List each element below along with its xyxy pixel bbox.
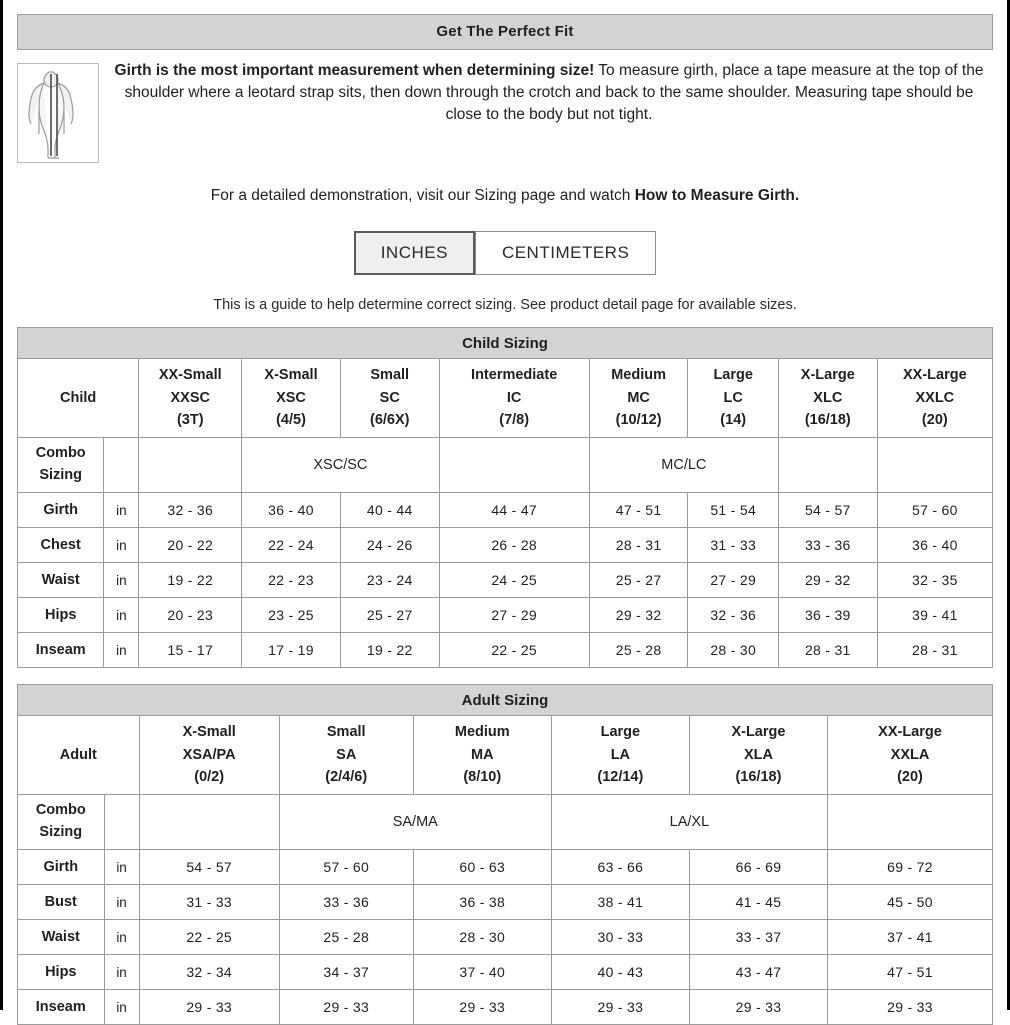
- cell: 25 - 27: [340, 598, 439, 633]
- cell: 38 - 41: [551, 885, 689, 920]
- cell: 25 - 27: [589, 563, 688, 598]
- adult-row-label-bust: Bust: [18, 885, 105, 920]
- cell: 45 - 50: [828, 885, 993, 920]
- child-row-label-hips: Hips: [18, 598, 104, 633]
- child-col-header-xlc: [778, 359, 877, 438]
- child-combo-mc-lc: MC/LC: [589, 438, 778, 493]
- cell: 28 - 31: [589, 528, 688, 563]
- adult-row-unit-waist: in: [104, 920, 139, 955]
- col-name: X-Large: [731, 724, 786, 741]
- col-code: XXLC: [915, 389, 955, 406]
- cell: 43 - 47: [689, 955, 827, 990]
- col-name: Large: [713, 367, 753, 384]
- cell: 29 - 33: [413, 990, 551, 1025]
- cell: 19 - 22: [139, 563, 242, 598]
- cell: 20 - 22: [139, 528, 242, 563]
- col-name: X-Small: [182, 724, 236, 741]
- table-row: [18, 990, 993, 1025]
- col-age: (14): [720, 412, 747, 429]
- cell: 33 - 37: [689, 920, 827, 955]
- child-col-header-lc: [688, 359, 778, 438]
- leotard-girth-diagram-icon: [17, 63, 99, 163]
- table-row: [18, 598, 993, 633]
- adult-row-label-inseam: Inseam: [18, 990, 105, 1025]
- child-row-unit-inseam: in: [104, 633, 139, 668]
- cell: 60 - 63: [413, 850, 551, 885]
- child-row-unit-hips: in: [104, 598, 139, 633]
- col-name: Large: [600, 724, 641, 741]
- child-combo-label: Combo Sizing: [18, 438, 104, 493]
- child-col-header-mc: [589, 359, 688, 438]
- adult-combo-label: Combo Sizing: [18, 795, 105, 850]
- demo-line: [17, 187, 993, 205]
- cell: 44 - 47: [439, 493, 589, 528]
- cell: 37 - 40: [413, 955, 551, 990]
- cell: 25 - 28: [279, 920, 413, 955]
- cell: 27 - 29: [439, 598, 589, 633]
- cell: 24 - 25: [439, 563, 589, 598]
- child-row-unit-waist: in: [104, 563, 139, 598]
- col-age: (2/4/6): [325, 769, 368, 786]
- adult-table-title: Adult Sizing: [18, 685, 993, 716]
- cell: 25 - 28: [589, 633, 688, 668]
- col-name: Small: [370, 367, 410, 384]
- cell: 33 - 36: [279, 885, 413, 920]
- child-sizing-table: [17, 327, 993, 668]
- adult-col-header-sa: [279, 716, 413, 795]
- child-combo-unit-blank: [104, 438, 139, 493]
- cell: 27 - 29: [688, 563, 778, 598]
- col-age: (20): [897, 769, 923, 786]
- cell: 31 - 33: [139, 885, 279, 920]
- table-row: [18, 633, 993, 668]
- cell: 15 - 17: [139, 633, 242, 668]
- col-code: LA: [610, 746, 631, 763]
- adult-row-label-hips: Hips: [18, 955, 105, 990]
- col-age: (0/2): [194, 769, 225, 786]
- cell: 32 - 36: [688, 598, 778, 633]
- cell: 26 - 28: [439, 528, 589, 563]
- col-code: SC: [379, 389, 400, 406]
- table-row: [18, 563, 993, 598]
- cell: 29 - 33: [689, 990, 827, 1025]
- table-row: [18, 885, 993, 920]
- col-age: (12/14): [597, 769, 644, 786]
- guide-note: This is a guide to help determine correct sizing. See product detail page for available sizes.: [213, 297, 797, 313]
- col-age: (7/8): [499, 412, 530, 429]
- cell: 54 - 57: [778, 493, 877, 528]
- table-row: [18, 850, 993, 885]
- adult-row-label-waist: Waist: [18, 920, 105, 955]
- child-row-label-waist: Waist: [18, 563, 104, 598]
- col-code: XSC: [276, 389, 306, 406]
- child-row-header: Child: [18, 359, 139, 438]
- child-row-label-girth: Girth: [18, 493, 104, 528]
- unit-toggle[interactable]: [17, 231, 993, 275]
- col-code: XLA: [743, 746, 773, 763]
- col-code: XXLA: [890, 746, 930, 763]
- adult-col-header-ma: [413, 716, 551, 795]
- col-age: (20): [921, 412, 948, 429]
- cell: 36 - 39: [778, 598, 877, 633]
- adult-combo-row: [18, 795, 993, 850]
- cell: 37 - 41: [828, 920, 993, 955]
- cell: 29 - 33: [551, 990, 689, 1025]
- page-title: Get The Perfect Fit: [17, 14, 993, 50]
- cell: 22 - 25: [139, 920, 279, 955]
- child-row-unit-chest: in: [104, 528, 139, 563]
- cell: 28 - 31: [778, 633, 877, 668]
- cell: 28 - 31: [877, 633, 992, 668]
- cell: 66 - 69: [689, 850, 827, 885]
- col-name: Medium: [454, 724, 510, 741]
- cell: 47 - 51: [828, 955, 993, 990]
- demo-prefix: For a detailed demonstration, visit our Sizing page and watch: [210, 187, 635, 204]
- adult-combo-sa-ma: SA/MA: [279, 795, 551, 850]
- cell: 24 - 26: [340, 528, 439, 563]
- col-code: SA: [336, 746, 357, 763]
- adult-combo-la-xl: LA/XL: [551, 795, 827, 850]
- intro-body: To measure girth, place a tape measure at the top of the shoulder where a leotard strap sits, then down through the crotch and back to the same shoulder. Measuring tape should be close to the body but not tight.: [124, 62, 984, 123]
- adult-col-header-xxla: [828, 716, 993, 795]
- adult-col-header-xsa: [139, 716, 279, 795]
- col-code: LC: [723, 389, 743, 406]
- adult-row-unit-girth: in: [104, 850, 139, 885]
- cell: 22 - 24: [242, 528, 341, 563]
- cell: 29 - 32: [778, 563, 877, 598]
- child-combo-blank-2: [439, 438, 589, 493]
- col-age: (3T): [176, 412, 204, 429]
- cell: 31 - 33: [688, 528, 778, 563]
- adult-row-unit-hips: in: [104, 955, 139, 990]
- intro-paragraph: [111, 60, 993, 126]
- col-code: XXSC: [170, 389, 210, 406]
- table-spacer: [17, 668, 993, 684]
- cell: 40 - 44: [340, 493, 439, 528]
- child-col-header-ic: [439, 359, 589, 438]
- intro-section: [17, 50, 993, 163]
- cell: 23 - 25: [242, 598, 341, 633]
- col-name: X-Large: [800, 367, 855, 384]
- col-age: (8/10): [463, 769, 502, 786]
- col-code: MA: [470, 746, 494, 763]
- adult-sizing-table: [17, 684, 993, 1025]
- col-code: MC: [627, 389, 650, 406]
- cell: 69 - 72: [828, 850, 993, 885]
- col-code: XSA/PA: [182, 746, 236, 763]
- col-age: (16/18): [804, 412, 851, 429]
- cell: 29 - 33: [279, 990, 413, 1025]
- table-row: [18, 528, 993, 563]
- cell: 36 - 38: [413, 885, 551, 920]
- table-row: [18, 920, 993, 955]
- table-row: [18, 955, 993, 990]
- child-combo-row: [18, 438, 993, 493]
- cell: 36 - 40: [242, 493, 341, 528]
- col-age: (10/12): [615, 412, 662, 429]
- cell: 22 - 23: [242, 563, 341, 598]
- cell: 57 - 60: [279, 850, 413, 885]
- col-name: Medium: [611, 367, 666, 384]
- child-combo-xsc-sc: XSC/SC: [242, 438, 439, 493]
- cell: 57 - 60: [877, 493, 992, 528]
- adult-col-header-la: [551, 716, 689, 795]
- cell: 17 - 19: [242, 633, 341, 668]
- cell: 23 - 24: [340, 563, 439, 598]
- cell: 20 - 23: [139, 598, 242, 633]
- cell: 28 - 30: [688, 633, 778, 668]
- how-to-measure-girth-link[interactable]: How to Measure Girth.: [634, 187, 800, 204]
- cell: 33 - 36: [778, 528, 877, 563]
- col-code: IC: [506, 389, 522, 406]
- intro-bold-lead: Girth is the most important measurement when determining size!: [114, 62, 595, 79]
- child-col-header-xxsc: [139, 359, 242, 438]
- col-name: X-Small: [264, 367, 318, 384]
- cell: 54 - 57: [139, 850, 279, 885]
- cell: 40 - 43: [551, 955, 689, 990]
- col-age: (16/18): [735, 769, 782, 786]
- cell: 32 - 36: [139, 493, 242, 528]
- cell: 29 - 33: [139, 990, 279, 1025]
- col-name: XX-Large: [902, 367, 967, 384]
- col-code: XLC: [813, 389, 843, 406]
- cell: 63 - 66: [551, 850, 689, 885]
- child-col-header-sc: [340, 359, 439, 438]
- unit-centimeters-button[interactable]: CENTIMETERS: [475, 231, 656, 275]
- child-combo-blank-3: [778, 438, 877, 493]
- cell: 22 - 25: [439, 633, 589, 668]
- adult-row-unit-bust: in: [104, 885, 139, 920]
- cell: 34 - 37: [279, 955, 413, 990]
- cell: 29 - 32: [589, 598, 688, 633]
- col-name: XX-Large: [878, 724, 942, 741]
- cell: 32 - 35: [877, 563, 992, 598]
- child-row-label-inseam: Inseam: [18, 633, 104, 668]
- child-row-unit-girth: in: [104, 493, 139, 528]
- child-combo-blank-4: [877, 438, 992, 493]
- table-row: [18, 493, 993, 528]
- child-col-header-xxlc: [877, 359, 992, 438]
- cell: 32 - 34: [139, 955, 279, 990]
- cell: 30 - 33: [551, 920, 689, 955]
- adult-combo-blank-2: [828, 795, 993, 850]
- child-combo-blank-1: [139, 438, 242, 493]
- col-age: (4/5): [276, 412, 306, 429]
- adult-col-header-xla: [689, 716, 827, 795]
- adult-combo-blank-1: [139, 795, 279, 850]
- cell: 41 - 45: [689, 885, 827, 920]
- cell: 29 - 33: [828, 990, 993, 1025]
- cell: 47 - 51: [589, 493, 688, 528]
- child-row-label-chest: Chest: [18, 528, 104, 563]
- cell: 36 - 40: [877, 528, 992, 563]
- adult-row-unit-inseam: in: [104, 990, 139, 1025]
- col-age: (6/6X): [369, 412, 410, 429]
- child-col-header-xsc: [242, 359, 341, 438]
- cell: 39 - 41: [877, 598, 992, 633]
- adult-row-label-girth: Girth: [18, 850, 105, 885]
- col-name: Small: [326, 724, 366, 741]
- cell: 19 - 22: [340, 633, 439, 668]
- adult-combo-unit-blank: [104, 795, 139, 850]
- child-table-title: Child Sizing: [18, 328, 993, 359]
- unit-inches-button[interactable]: INCHES: [354, 231, 475, 275]
- cell: 51 - 54: [688, 493, 778, 528]
- col-name: Intermediate: [471, 367, 558, 384]
- col-name: XX-Small: [158, 367, 222, 384]
- adult-row-header: Adult: [18, 716, 140, 795]
- cell: 28 - 30: [413, 920, 551, 955]
